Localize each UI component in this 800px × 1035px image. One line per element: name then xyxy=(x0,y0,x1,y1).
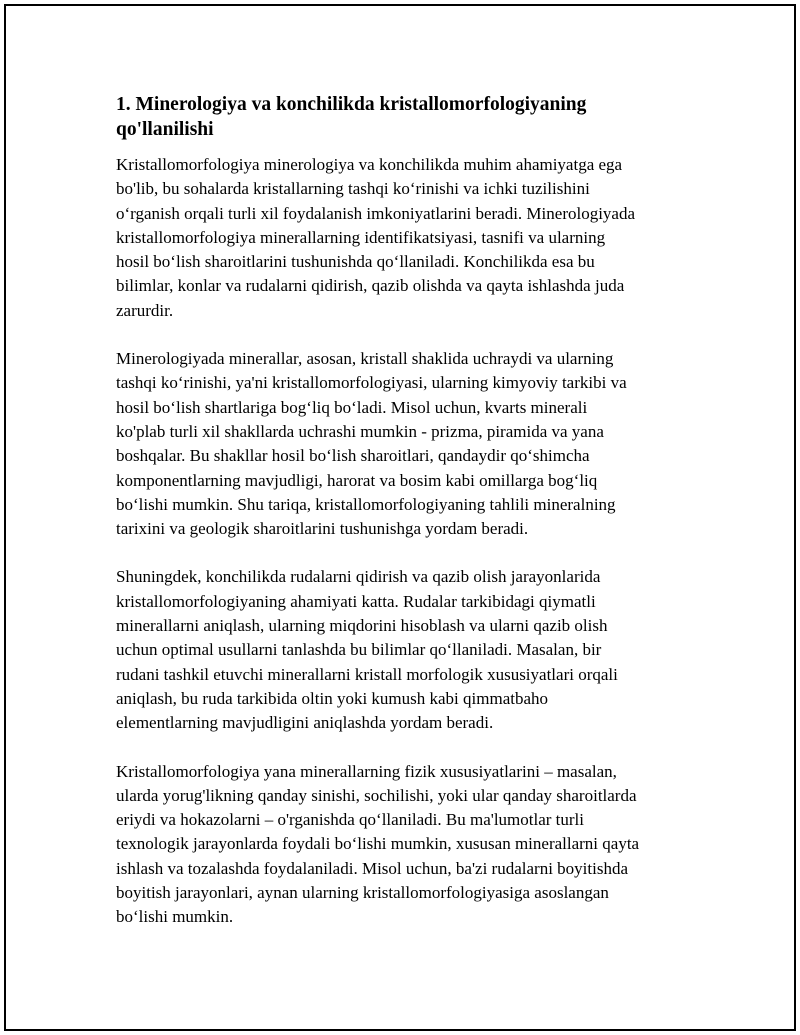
document-body xyxy=(116,92,701,954)
paragraph-4: Kristallomorfologiya yana minerallarning fizik xususiyatlarini – masalan, ularda yorug'likning qanday sinishi, sochilishi, yoki ular qanday sharoitlarda eriydi va hokazolarni – o'rganishda qo‘llaniladi. Bu ma'lumotlar turli texnologik jarayonlarda foydali bo‘lishi mumkin, xususan minerallarni qayta ishlash va tozalashda foydalaniladi. Misol uchun, ba'zi rudalarni boyitishda boyitish jarayonlari, aynan ularning kristallomorfologiyasiga asoslangan bo‘lishi mumkin. xyxy=(116,761,640,927)
paragraph-3: Shuningdek, konchilikda rudalarni qidirish va qazib olish jarayonlarida kristallomorfologiyaning ahamiyati katta. Rudalar tarkibidagi qiymatli minerallarni aniqlash, ularning miqdorini hisoblash va ularni qazib olish uchun optimal usullarni tanlashda bu bilimlar qo‘llaniladi. Masalan, bir rudani tashkil etuvchi minerallarni kristall morfologik xususiyatlari orqali aniqlash, bu ruda tarkibida oltin yoki kumush kabi qimmatbaho elementlarning mavjudligini aniqlashda yordam beradi. xyxy=(116,567,618,733)
paragraph-1: Kristallomorfologiya minerologiya va konchilikda muhim ahamiyatga ega bo'lib, bu sohalarda kristallarning tashqi ko‘rinishi va ichki tuzilishini o‘rganish orqali turli xil foydalanish imkoniyatlarini beradi. Minerologiyada kristallomorfologiya minerallarning identifikatsiyasi, tasnifi va ularning hosil bo‘lish sharoitlarini tushunishda qo‘llaniladi. Konchilikda esa bu bilimlar, konlar va rudalarni qidirish, qazib olishda va qayta ishlashda juda zarurdir. xyxy=(116,155,636,320)
section-heading: 1. Minerologiya va konchilikda kristallomorfologiyaning qo'llanilishi xyxy=(116,94,587,140)
paragraph-2: Minerologiyada minerallar, asosan, kristall shaklida uchraydi va ularning tashqi ko‘rinishi, ya'ni kristallomorfologiyasi, ularning kimyoviy tarkibi va hosil bo‘lish shartlariga bog‘liq bo‘ladi. Misol uchun, kvarts minerali ko'plab turli xil shakllarda uchrashi mumkin - prizma, piramida va yana boshqalar. Bu shakllar hosil bo‘lish sharoitlari, qandaydir qo‘shimcha komponentlarning mavjudligi, harorat va bosim kabi omillarga bog‘liq bo‘lishi mumkin. Shu tariqa, kristallomorfologiyaning tahlili mineralning tarixini va geologik sharoitlarini tushunishga yordam beradi. xyxy=(116,349,627,539)
